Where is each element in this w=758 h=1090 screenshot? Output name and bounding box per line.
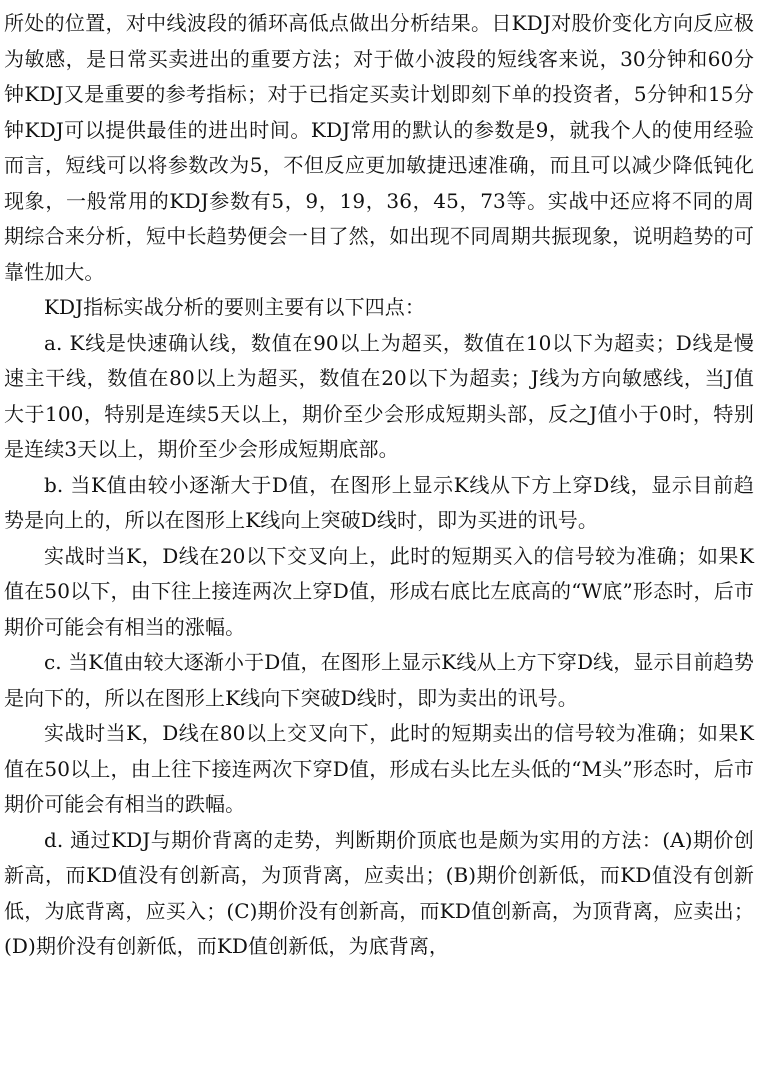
paragraph-continuation: 所处的位置，对中线波段的循环高低点做出分析结果。日KDJ对股价变化方向反应极为敏感，是日常买卖进出的重要方法；对于做小波段的短线客来说，30分钟和60分钟KDJ又是重要的参考指标；对于已指定买卖计划即刻下单的投资者，5分钟和15分钟KDJ可以提供最佳的进出时间。KDJ常用的默认的参数是9，就我个人的使用经验而言，短线可以将参数改为5，不但反应更加敏捷迅速准确，而且可以减少降低钝化现象，一般常用的KDJ参数有5，9，19，36，45，73等。实战中还应将不同的周期综合来分析，短中长趋势便会一目了然，如出现不同周期共振现象，说明趋势的可靠性加大。 — [4, 11, 754, 284]
paragraph-rule-c-practice: 实战时当K，D线在80以上交叉向下，此时的短期卖出的信号较为准确；如果K值在50以上，由上往下接连两次下穿D值，形成右头比左头低的“M头”形态时，后市期价可能会有相当的跌幅。 — [4, 721, 754, 816]
paragraph-rule-b: b. 当K值由较小逐渐大于D值，在图形上显示K线从下方上穿D线，显示目前趋势是向上的，所以在图形上K线向上突破D线时，即为买进的讯号。 — [4, 472, 754, 532]
paragraph-rule-c: c. 当K值由较大逐渐小于D值，在图形上显示K线从上方下穿D线，显示目前趋势是向下的，所以在图形上K线向下突破D线时，即为卖出的讯号。 — [4, 650, 754, 710]
paragraph-rule-b-practice: 实战时当K，D线在20以下交叉向上，此时的短期买入的信号较为准确；如果K值在50以下，由下往上接连两次上穿D值，形成右底比左底高的“W底”形态时，后市期价可能会有相当的涨幅。 — [4, 543, 754, 639]
paragraph-rule-a: a. K线是快速确认线，数值在90以上为超买，数值在10以下为超卖；D线是慢速主干线，数值在80以上为超买，数值在20以下为超卖；J线为方向敏感线，当J值大于100，特别是连续5天以上，期价至少会形成短期头部，反之J值小于0时，特别是连续3天以上，期价至少会形成短期底部。 — [4, 330, 754, 461]
paragraph-kdj-rules-intro: KDJ指标实战分析的要则主要有以下四点： — [44, 295, 425, 319]
paragraph-rule-d: d. 通过KDJ与期价背离的走势，判断期价顶底也是颇为实用的方法：(A)期价创新高，而KD值没有创新高，为顶背离，应卖出；(B)期价创新低，而KD值没有创新低，为底背离，应买入；(C)期价没有创新高，而KD值创新高，为顶背离，应卖出；(D)期价没有创新低，而KD值创新低，为底背离， — [4, 827, 754, 958]
